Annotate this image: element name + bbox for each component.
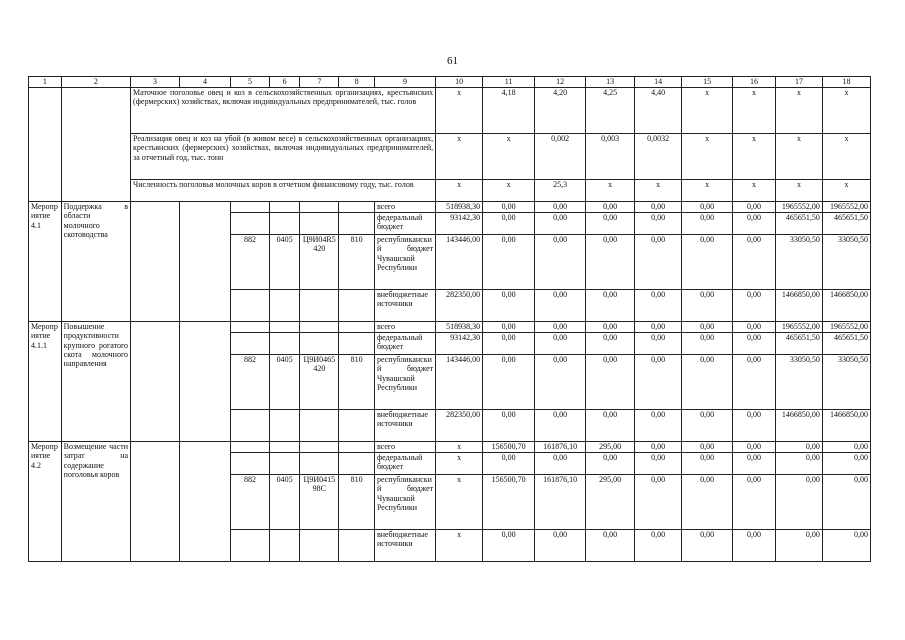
column-number: 5 (231, 77, 270, 88)
empty-code-cell (231, 290, 270, 322)
empty-code-cell (300, 530, 339, 562)
measure-label: Мероприятие 4.1 (29, 202, 62, 322)
funding-value: 0,00 (682, 235, 733, 290)
funding-value: 0,00 (682, 410, 733, 442)
funding-value: 33050,50 (775, 355, 822, 410)
indicator-value: x (822, 88, 870, 134)
indicator-value: x (733, 180, 776, 202)
rzpr-code: 0405 (269, 235, 300, 290)
column-number: 13 (586, 77, 635, 88)
funding-value: 33050,50 (822, 355, 870, 410)
grbs-code: 882 (231, 475, 270, 530)
funding-value: 0,00 (483, 290, 535, 322)
funding-value: 0,00 (586, 355, 635, 410)
funding-value: 0,00 (535, 213, 586, 235)
indicator-value: x (436, 134, 483, 180)
column-number: 15 (682, 77, 733, 88)
funding-value: 1466850,00 (822, 410, 870, 442)
funding-value: 0,00 (733, 202, 776, 213)
funding-value: 0,00 (775, 530, 822, 562)
funding-value: 0,00 (586, 290, 635, 322)
funding-value: 465651,50 (775, 333, 822, 355)
indicator-value: 4,20 (535, 88, 586, 134)
funding-value: 1965552,00 (822, 322, 870, 333)
empty-code-cell (231, 453, 270, 475)
funding-source: всего (374, 322, 435, 333)
indicator-text: Реализация овец и коз на убой (в живом весе) в сельскохозяйственных организациях, крестьянских (фермерских) хозяйствах, включая индивидуальных предпринимателей, за отчетный год, тыс. тонн (131, 134, 436, 180)
funding-value: x (436, 475, 483, 530)
funding-value: 161876,10 (535, 475, 586, 530)
empty-code-cell (231, 410, 270, 442)
vr-code: 810 (339, 355, 375, 410)
funding-value: 0,00 (635, 322, 682, 333)
empty-code-cell (339, 213, 375, 235)
empty-code-cell (231, 442, 270, 453)
column-number: 18 (822, 77, 870, 88)
column-number: 12 (535, 77, 586, 88)
funding-value: 0,00 (586, 333, 635, 355)
column-number: 14 (635, 77, 682, 88)
funding-value: 0,00 (483, 530, 535, 562)
indicator-value: x (822, 180, 870, 202)
funding-value: 0,00 (733, 333, 776, 355)
funding-value: 518938,30 (436, 322, 483, 333)
empty-code-cell (269, 453, 300, 475)
funding-value: 0,00 (635, 453, 682, 475)
funding-value: 1965552,00 (775, 202, 822, 213)
empty-cell (29, 88, 62, 202)
funding-value: 0,00 (822, 453, 870, 475)
indicator-value: 0,0032 (635, 134, 682, 180)
funding-value: 295,00 (586, 442, 635, 453)
funding-value: 0,00 (535, 202, 586, 213)
csr-code: Ц9И041598С (300, 475, 339, 530)
indicator-value: 4,40 (635, 88, 682, 134)
funding-value: 0,00 (535, 453, 586, 475)
funding-value: 0,00 (535, 235, 586, 290)
empty-code-cell (269, 410, 300, 442)
empty-code-cell (339, 290, 375, 322)
responsible-cell (131, 322, 180, 442)
funding-row (29, 442, 871, 453)
column-number: 17 (775, 77, 822, 88)
funding-value: 0,00 (733, 530, 776, 562)
funding-value: 0,00 (733, 213, 776, 235)
funding-value: 0,00 (483, 453, 535, 475)
funding-value: 0,00 (682, 290, 733, 322)
funding-row (29, 202, 871, 213)
rzpr-code: 0405 (269, 355, 300, 410)
funding-value: 0,00 (535, 410, 586, 442)
empty-code-cell (300, 202, 339, 213)
funding-value: 0,00 (635, 290, 682, 322)
empty-code-cell (300, 213, 339, 235)
indicator-value: x (682, 88, 733, 134)
funding-value: 0,00 (822, 475, 870, 530)
empty-code-cell (339, 410, 375, 442)
measure-label: Мероприятие 4.1.1 (29, 322, 62, 442)
indicator-value: x (483, 180, 535, 202)
column-number: 2 (61, 77, 130, 88)
indicator-value: x (733, 88, 776, 134)
funding-value: x (436, 453, 483, 475)
empty-code-cell (269, 322, 300, 333)
participants-cell (180, 442, 231, 562)
indicator-value: x (822, 134, 870, 180)
indicator-value: x (483, 134, 535, 180)
funding-value: 0,00 (682, 453, 733, 475)
column-number: 10 (436, 77, 483, 88)
funding-value: 0,00 (483, 322, 535, 333)
csr-code: Ц9И04R5420 (300, 235, 339, 290)
column-number: 8 (339, 77, 375, 88)
empty-code-cell (339, 530, 375, 562)
funding-value: 0,00 (483, 333, 535, 355)
indicator-text: Численность поголовья молочных коров в отчетном финансовому году, тыс. голов (131, 180, 436, 202)
funding-value: 0,00 (682, 333, 733, 355)
funding-value: 0,00 (535, 322, 586, 333)
indicator-value: 0,002 (535, 134, 586, 180)
measure-name: Возмещение части затрат на содержание поголовья коров (61, 442, 130, 562)
funding-value: 1466850,00 (775, 410, 822, 442)
funding-source: всего (374, 202, 435, 213)
grbs-code: 882 (231, 355, 270, 410)
indicator-row (29, 180, 871, 202)
vr-code: 810 (339, 475, 375, 530)
column-number: 11 (483, 77, 535, 88)
funding-value: 0,00 (775, 475, 822, 530)
participants-cell (180, 322, 231, 442)
funding-value: 0,00 (682, 355, 733, 410)
indicator-value: 4,18 (483, 88, 535, 134)
funding-value: 161876,10 (535, 442, 586, 453)
funding-row (29, 322, 871, 333)
empty-code-cell (300, 410, 339, 442)
column-number: 7 (300, 77, 339, 88)
funding-value: 0,00 (586, 202, 635, 213)
funding-value: 465651,50 (822, 213, 870, 235)
indicator-value: x (775, 134, 822, 180)
measure-name: Поддержка в области молочного скотоводства (61, 202, 130, 322)
indicator-row (29, 134, 871, 180)
funding-value: 295,00 (586, 475, 635, 530)
empty-code-cell (231, 213, 270, 235)
funding-value: 0,00 (586, 530, 635, 562)
empty-code-cell (339, 453, 375, 475)
funding-value: 156500,70 (483, 475, 535, 530)
empty-code-cell (339, 202, 375, 213)
funding-value: 0,00 (635, 475, 682, 530)
page-number: 61 (447, 55, 458, 67)
empty-cell (61, 88, 130, 202)
empty-code-cell (300, 333, 339, 355)
empty-code-cell (300, 453, 339, 475)
funding-source: республиканский бюджет Чувашской Республики (374, 235, 435, 290)
indicator-value: 4,25 (586, 88, 635, 134)
funding-value: 0,00 (635, 410, 682, 442)
responsible-cell (131, 202, 180, 322)
funding-value: 0,00 (635, 213, 682, 235)
column-number: 9 (374, 77, 435, 88)
funding-value: 1466850,00 (822, 290, 870, 322)
csr-code: Ц9И0465420 (300, 355, 339, 410)
indicator-value: 25,3 (535, 180, 586, 202)
empty-code-cell (269, 202, 300, 213)
funding-value: 33050,50 (822, 235, 870, 290)
empty-code-cell (269, 290, 300, 322)
empty-code-cell (231, 333, 270, 355)
indicator-value: x (733, 134, 776, 180)
funding-value: 0,00 (822, 530, 870, 562)
indicator-value: x (635, 180, 682, 202)
funding-value: 0,00 (483, 355, 535, 410)
column-number: 6 (269, 77, 300, 88)
funding-value: 143446,00 (436, 355, 483, 410)
funding-source: внебюджетные источники (374, 530, 435, 562)
indicator-row (29, 88, 871, 134)
funding-value: 0,00 (483, 202, 535, 213)
funding-value: 0,00 (733, 475, 776, 530)
funding-value: 0,00 (682, 202, 733, 213)
funding-value: 0,00 (586, 235, 635, 290)
funding-value: 0,00 (733, 355, 776, 410)
funding-value: 0,00 (635, 355, 682, 410)
column-number: 4 (180, 77, 231, 88)
funding-value: 465651,50 (822, 333, 870, 355)
empty-code-cell (339, 442, 375, 453)
column-number-row (29, 77, 871, 88)
funding-source: федеральный бюджет (374, 213, 435, 235)
funding-value: 156500,70 (483, 442, 535, 453)
funding-value: 0,00 (483, 213, 535, 235)
funding-value: 143446,00 (436, 235, 483, 290)
funding-value: 0,00 (535, 355, 586, 410)
measure-name: Повышение продуктивности крупного рогатого скота молочного направления (61, 322, 130, 442)
empty-code-cell (231, 202, 270, 213)
indicator-value: 0,003 (586, 134, 635, 180)
funding-value: 0,00 (535, 530, 586, 562)
measure-label: Мероприятие 4.2 (29, 442, 62, 562)
funding-value: 518938,30 (436, 202, 483, 213)
indicator-value: x (586, 180, 635, 202)
empty-code-cell (300, 290, 339, 322)
funding-value: 0,00 (586, 213, 635, 235)
funding-value: 0,00 (586, 410, 635, 442)
program-table (28, 76, 871, 562)
funding-value: 0,00 (635, 333, 682, 355)
funding-value: 93142,30 (436, 213, 483, 235)
empty-code-cell (339, 333, 375, 355)
funding-value: 1965552,00 (822, 202, 870, 213)
funding-source: внебюджетные источники (374, 290, 435, 322)
indicator-value: x (436, 88, 483, 134)
funding-source: федеральный бюджет (374, 333, 435, 355)
empty-code-cell (269, 333, 300, 355)
indicator-text: Маточное поголовье овец и коз в сельскохозяйственных организациях, крестьянских (фермерских) хозяйствах, включая индивидуальных предпринимателей, тыс. голов (131, 88, 436, 134)
funding-value: 282350,00 (436, 290, 483, 322)
funding-value: 0,00 (682, 322, 733, 333)
funding-source: республиканский бюджет Чувашской Республики (374, 475, 435, 530)
indicator-value: x (682, 134, 733, 180)
vr-code: 810 (339, 235, 375, 290)
column-number: 16 (733, 77, 776, 88)
funding-source: федеральный бюджет (374, 453, 435, 475)
funding-value: 0,00 (733, 410, 776, 442)
funding-value: 465651,50 (775, 213, 822, 235)
funding-value: 0,00 (483, 235, 535, 290)
responsible-cell (131, 442, 180, 562)
column-number: 1 (29, 77, 62, 88)
funding-value: 0,00 (535, 333, 586, 355)
rzpr-code: 0405 (269, 475, 300, 530)
indicator-value: x (682, 180, 733, 202)
empty-code-cell (300, 442, 339, 453)
funding-value: 0,00 (635, 235, 682, 290)
funding-value: 0,00 (775, 453, 822, 475)
funding-source: всего (374, 442, 435, 453)
funding-value: 1965552,00 (775, 322, 822, 333)
funding-value: 0,00 (775, 442, 822, 453)
empty-code-cell (339, 322, 375, 333)
funding-source: внебюджетные источники (374, 410, 435, 442)
funding-value: 0,00 (733, 235, 776, 290)
funding-value: 0,00 (586, 453, 635, 475)
empty-code-cell (269, 442, 300, 453)
participants-cell (180, 202, 231, 322)
column-number: 3 (131, 77, 180, 88)
funding-value: 93142,30 (436, 333, 483, 355)
empty-code-cell (300, 322, 339, 333)
empty-code-cell (269, 213, 300, 235)
funding-value: 0,00 (483, 410, 535, 442)
empty-code-cell (269, 530, 300, 562)
empty-code-cell (231, 322, 270, 333)
funding-value: x (436, 442, 483, 453)
funding-value: 0,00 (733, 322, 776, 333)
funding-value: 282350,00 (436, 410, 483, 442)
funding-value: 0,00 (733, 290, 776, 322)
funding-value: 1466850,00 (775, 290, 822, 322)
funding-value: 0,00 (586, 322, 635, 333)
indicator-value: x (775, 180, 822, 202)
funding-value: 0,00 (635, 530, 682, 562)
funding-value: 0,00 (635, 202, 682, 213)
funding-source: республиканский бюджет Чувашской Республики (374, 355, 435, 410)
empty-code-cell (231, 530, 270, 562)
indicator-value: x (775, 88, 822, 134)
funding-value: 0,00 (733, 442, 776, 453)
funding-value: 0,00 (682, 475, 733, 530)
funding-value: 0,00 (635, 442, 682, 453)
funding-value: x (436, 530, 483, 562)
funding-value: 0,00 (682, 530, 733, 562)
funding-value: 0,00 (822, 442, 870, 453)
funding-value: 0,00 (682, 442, 733, 453)
funding-value: 0,00 (733, 453, 776, 475)
funding-value: 0,00 (682, 213, 733, 235)
funding-value: 0,00 (535, 290, 586, 322)
grbs-code: 882 (231, 235, 270, 290)
funding-value: 33050,50 (775, 235, 822, 290)
indicator-value: x (436, 180, 483, 202)
